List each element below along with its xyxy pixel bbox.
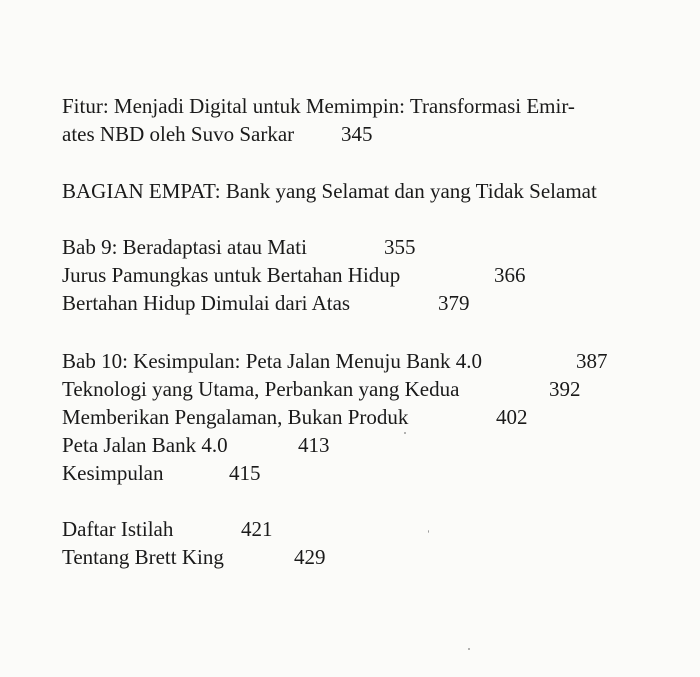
feature-page-number: 345 — [341, 122, 373, 146]
toc-entry-tentang-brett-king — [62, 544, 362, 570]
chapter10-title: Bab 10: Kesimpulan: Peta Jalan Menuju Bank 4.0 — [62, 349, 482, 373]
part-heading: BAGIAN EMPAT: Bank yang Selamat dan yang Tidak Selamat — [62, 179, 597, 203]
section-title: Jurus Pamungkas untuk Bertahan Hidup — [62, 263, 401, 287]
section-title: Bertahan Hidup Dimulai dari Atas — [62, 291, 351, 315]
section-page-number: 413 — [298, 433, 330, 457]
toc-entry-jurus-pamungkas — [62, 262, 562, 288]
toc-entry-chapter10 — [62, 348, 642, 374]
chapter9-page-number: 355 — [384, 235, 416, 259]
toc-entry-kesimpulan — [62, 460, 302, 486]
toc-entry-chapter9 — [62, 234, 512, 260]
toc-entry-daftar-istilah — [62, 516, 302, 542]
section-page-number: 402 — [496, 405, 528, 429]
section-title: Peta Jalan Bank 4.0 — [62, 433, 228, 457]
feature-title-line1: Fitur: Menjadi Digital untuk Memimpin: Transformasi Emir- — [62, 94, 575, 118]
backmatter-page-number: 421 — [241, 517, 273, 541]
paper-speck — [404, 432, 406, 434]
toc-entry-bertahan-hidup — [62, 290, 512, 316]
toc-entry-teknologi — [62, 376, 622, 402]
chapter10-page-number: 387 — [576, 349, 608, 373]
section-page-number: 366 — [494, 263, 526, 287]
section-title: Teknologi yang Utama, Perbankan yang Kedua — [62, 377, 460, 401]
section-page-number: 379 — [438, 291, 470, 315]
section-page-number: 392 — [549, 377, 581, 401]
feature-title-line2: ates NBD oleh Suvo Sarkar — [62, 122, 295, 146]
chapter9-title: Bab 9: Beradaptasi atau Mati — [62, 235, 307, 259]
backmatter-title: Daftar Istilah — [62, 517, 174, 541]
backmatter-page-number: 429 — [294, 545, 326, 569]
toc-entry-peta-jalan — [62, 432, 362, 458]
feature-entry — [62, 121, 462, 147]
paper-speck — [468, 648, 470, 650]
section-title: Memberikan Pengalaman, Bukan Produk — [62, 405, 409, 429]
section-page-number: 415 — [229, 461, 261, 485]
toc-entry-pengalaman — [62, 404, 582, 430]
paper-speck — [428, 530, 429, 533]
backmatter-title: Tentang Brett King — [62, 545, 224, 569]
section-title: Kesimpulan — [62, 461, 164, 485]
